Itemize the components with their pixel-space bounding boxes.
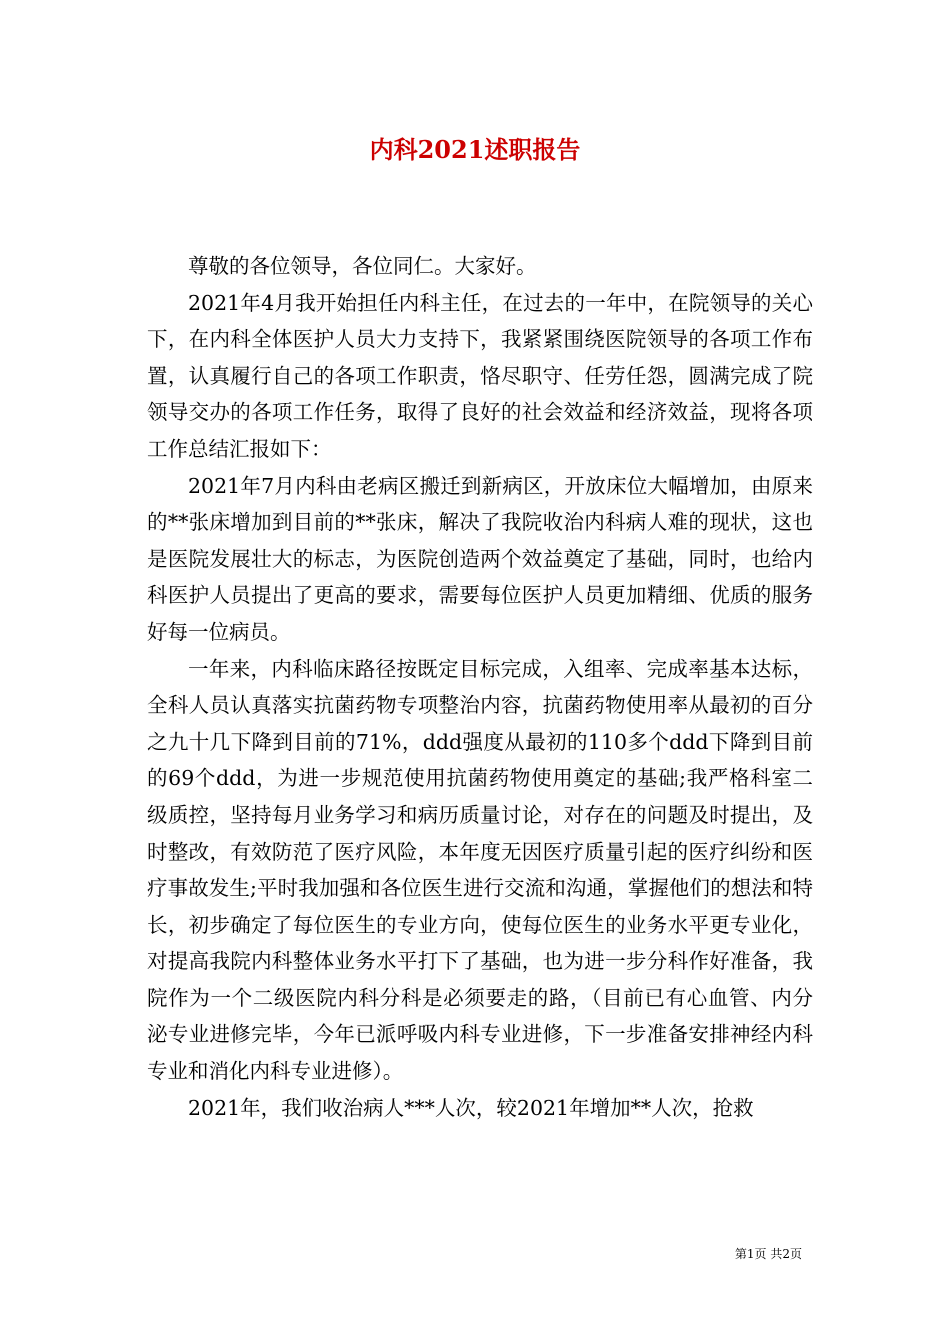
paragraph-clinical-work: 一年来，内科临床路径按既定目标完成，入组率、完成率基本达标，全科人员认真落实抗菌药物专项整治内容，抗菌药物使用率从最初的百分之九十几下降到目前的71%，ddd强度从最初的110多个ddd下降到目前的69个ddd，为进一步规范使用抗菌药物使用奠定的基础;我严格科室二级质控，坚持每月业务学习和病历质量讨论，对存在的问题及时提出，及时整改，有效防范了医疗风险，本年度无因医疗质量引起的医疗纠纷和医疗事故发生;平时我加强和各位医生进行交流和沟通，掌握他们的想法和特长，初步确定了每位医生的专业方向，使每位医生的业务水平更专业化，对提高我院内科整体业务水平打下了基础，也为进一步分科作好准备，我院作为一个二级医院内科分科是必须要走的路，（目前已有心血管、内分泌专业进修完毕，今年已派呼吸内科专业进修，下一步准备安排神经内科专业和消化内科专业进修）。 xyxy=(147,656,813,1084)
document-body xyxy=(147,248,813,1126)
page-number-footer: 第1页 共2页 xyxy=(734,1247,802,1261)
document-title: 内科2021述职报告 xyxy=(369,135,581,164)
paragraph-intro: 2021年4月我开始担任内科主任，在过去的一年中，在院领导的关心下，在内科全体医护人员大力支持下，我紧紧围绕医院领导的各项工作布置，认真履行自己的各项工作职责，恪尽职守、任劳任怨，圆满完成了院领导交办的各项工作任务，取得了良好的社会效益和经济效益，现将各项工作总结汇报如下： xyxy=(147,290,813,461)
paragraph-greeting: 尊敬的各位领导，各位同仁。大家好。 xyxy=(188,254,537,278)
paragraph-relocation: 2021年7月内科由老病区搬迁到新病区，开放床位大幅增加，由原来的**张床增加到目前的**张床，解决了我院收治内科病人难的现状，这也是医院发展壮大的标志，为医院创造两个效益奠定了基础，同时，也给内科医护人员提出了更高的要求，需要每位医护人员更加精细、优质的服务好每一位病员。 xyxy=(147,473,813,644)
paragraph-statistics: 2021年，我们收治病人***人次，较2021年增加**人次，抢救 xyxy=(188,1095,754,1120)
